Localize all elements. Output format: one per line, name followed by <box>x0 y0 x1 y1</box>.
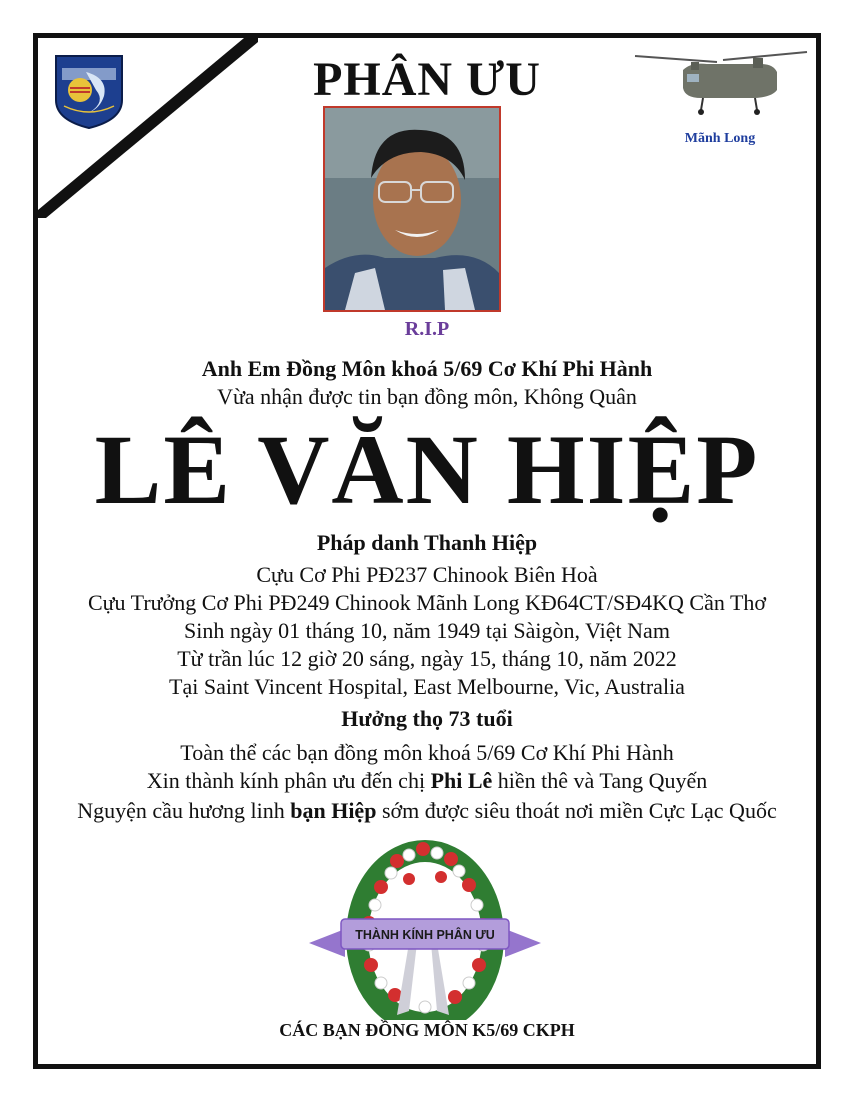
detail-line-3: Sinh ngày 01 tháng 10, năm 1949 tại Sàigòn, Việt Nam <box>184 618 670 643</box>
funeral-wreath-icon <box>305 825 545 1020</box>
detail-line-1: Cựu Cơ Phi PĐ237 Chinook Biên Hoà <box>256 562 598 587</box>
closing-line-3-post: sớm được siêu thoát nơi miền Cực Lạc Quốc <box>376 798 777 823</box>
intro-line-1: Anh Em Đồng Môn khoá 5/69 Cơ Khí Phi Hành <box>201 356 653 381</box>
detail-line-4: Từ trần lúc 12 giờ 20 sáng, ngày 15, tháng 10, năm 2022 <box>177 646 677 671</box>
detail-line-5: Tại Saint Vincent Hospital, East Melbourne, Vic, Australia <box>169 674 685 699</box>
closing-line-1: Toàn thể các bạn đồng môn khoá 5/69 Cơ Khí Phi Hành <box>180 740 674 765</box>
intro-line-2: Vừa nhận được tin bạn đồng môn, Không Quân <box>217 384 637 409</box>
portrait-image <box>325 108 499 310</box>
closing-line-3-bold: bạn Hiệp <box>290 798 377 823</box>
closing-line-3 <box>38 798 816 824</box>
closing-line-2-post: hiền thê và Tang Quyến <box>492 768 708 793</box>
chinook-helicopter-icon <box>631 40 809 122</box>
closing-line-2 <box>38 768 816 794</box>
wreath-ribbon-text: THÀNH KÍNH PHÂN ƯU <box>355 928 495 942</box>
deceased-name: LÊ VĂN HIỆP <box>94 414 760 525</box>
helicopter-caption: Mãnh Long <box>684 131 756 146</box>
closing-line-2-pre: Xin thành kính phân ưu đến chị <box>146 768 431 793</box>
rip-caption: R.I.P <box>404 318 450 340</box>
portrait-photo <box>323 106 501 312</box>
signature: CÁC BẠN ĐỒNG MÔN K5/69 CKPH <box>279 1020 575 1040</box>
age-line: Hưởng thọ 73 tuổi <box>341 706 513 731</box>
closing-line-2-bold: Phi Lê <box>430 768 493 793</box>
dharma-name: Pháp danh Thanh Hiệp <box>316 530 538 555</box>
closing-line-3-pre: Nguyện cầu hương linh <box>77 798 291 823</box>
page-title: PHÂN ƯU <box>313 53 541 106</box>
detail-line-2: Cựu Trưởng Cơ Phi PĐ249 Chinook Mãnh Long KĐ64CT/SĐ4KQ Cần Thơ <box>87 590 767 615</box>
